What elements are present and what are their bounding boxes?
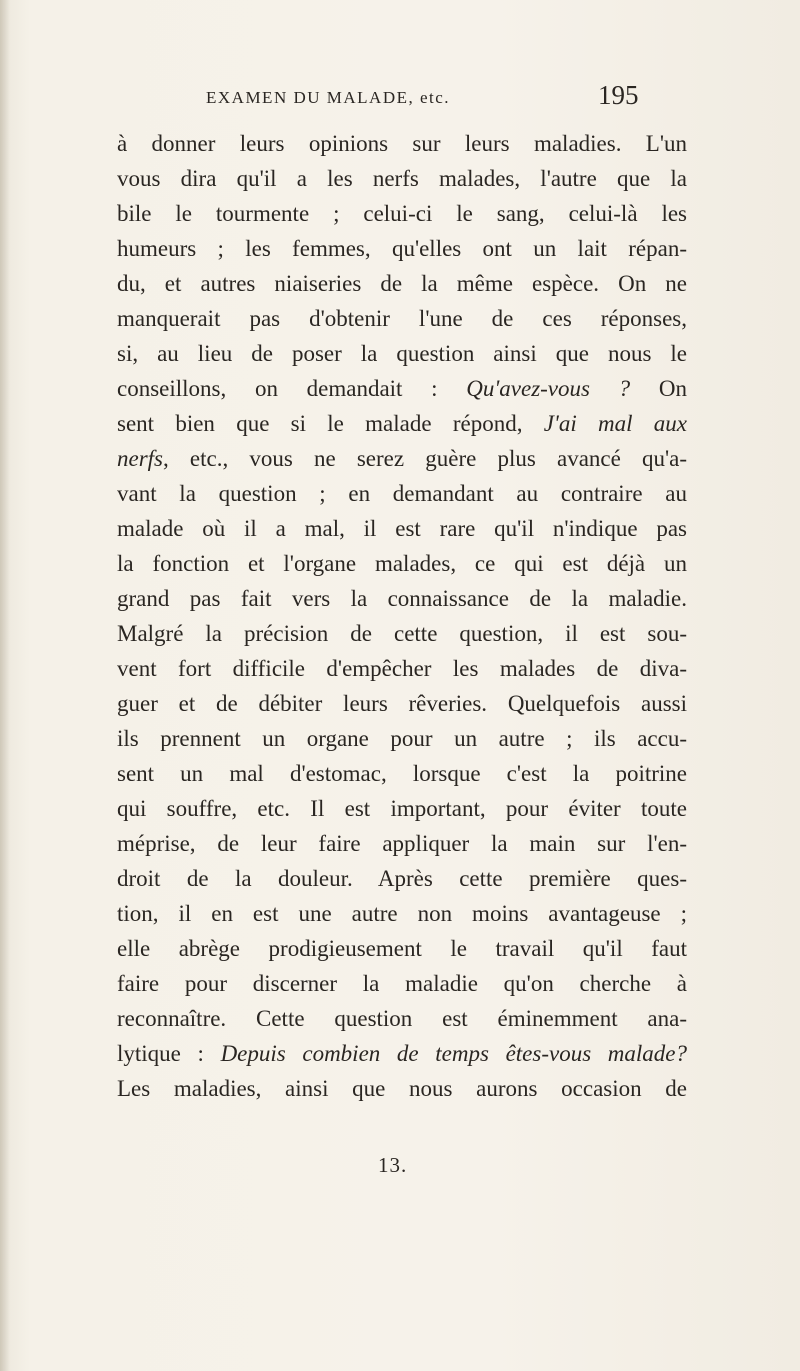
text-segment: On (630, 376, 687, 401)
text-line (117, 371, 687, 406)
page-spine-shadow (0, 0, 10, 1371)
running-title: EXAMEN DU MALADE, etc. (206, 88, 451, 107)
text-line: sent un mal d'estomac, lorsque c'est la poitrine (117, 761, 687, 786)
text-line: bile le tourmente ; celui-ci le sang, celui-là les (117, 201, 687, 226)
body-text (117, 126, 687, 1106)
text-line: reconnaître. Cette question est éminemment ana- (117, 1006, 687, 1031)
text-line: Les maladies, ainsi que nous aurons occasion de (117, 1076, 687, 1101)
text-line: droit de la douleur. Après cette première ques- (117, 866, 687, 891)
text-line (117, 441, 687, 476)
italic-phrase: Depuis combien de temps êtes-vous malade? (220, 1041, 687, 1066)
italic-phrase: Qu'avez-vous ? (466, 376, 631, 401)
text-line: tion, il en est une autre non moins avantageuse ; (117, 901, 687, 926)
page-header (206, 80, 686, 120)
text-segment: lytique : (117, 1041, 221, 1066)
italic-phrase: nerfs (117, 446, 163, 471)
text-line: la fonction et l'organe malades, ce qui est déjà un (117, 551, 687, 576)
text-segment: sent bien que si le malade répond, (117, 411, 544, 436)
text-line: à donner leurs opinions sur leurs maladies. L'un (117, 131, 687, 156)
text-line: elle abrège prodigieusement le travail qu'il faut (117, 936, 687, 961)
text-segment: , etc., vous ne serez guère plus avancé qu'a- (163, 446, 687, 471)
text-line: Malgré la précision de cette question, il est sou- (117, 621, 687, 646)
text-line: manquerait pas d'obtenir l'une de ces réponses, (117, 306, 687, 331)
signature-mark: 13. (378, 1153, 408, 1177)
text-line: du, et autres niaiseries de la même espèce. On ne (117, 271, 687, 296)
text-line: guer et de débiter leurs rêveries. Quelquefois aussi (117, 691, 687, 716)
text-line (117, 1036, 687, 1071)
text-segment: conseillons, on demandait : (117, 376, 467, 401)
text-line: humeurs ; les femmes, qu'elles ont un lait répan- (117, 236, 687, 261)
text-line: ils prennent un organe pour un autre ; ils accu- (117, 726, 687, 751)
text-line (117, 406, 687, 441)
text-line: méprise, de leur faire appliquer la main sur l'en- (117, 831, 687, 856)
text-line: vent fort difficile d'empêcher les malades de diva- (117, 656, 687, 681)
text-line: vous dira qu'il a les nerfs malades, l'autre que la (117, 166, 687, 191)
text-line: grand pas fait vers la connaissance de la maladie. (117, 586, 687, 611)
text-line: malade où il a mal, il est rare qu'il n'indique pas (117, 516, 687, 541)
page-number: 195 (598, 80, 639, 110)
text-line: qui souffre, etc. Il est important, pour éviter toute (117, 796, 687, 821)
text-line: vant la question ; en demandant au contraire au (117, 481, 687, 506)
text-line: faire pour discerner la maladie qu'on cherche à (117, 971, 687, 996)
text-line: si, au lieu de poser la question ainsi que nous le (117, 341, 687, 366)
italic-phrase: J'ai mal aux (543, 411, 687, 436)
